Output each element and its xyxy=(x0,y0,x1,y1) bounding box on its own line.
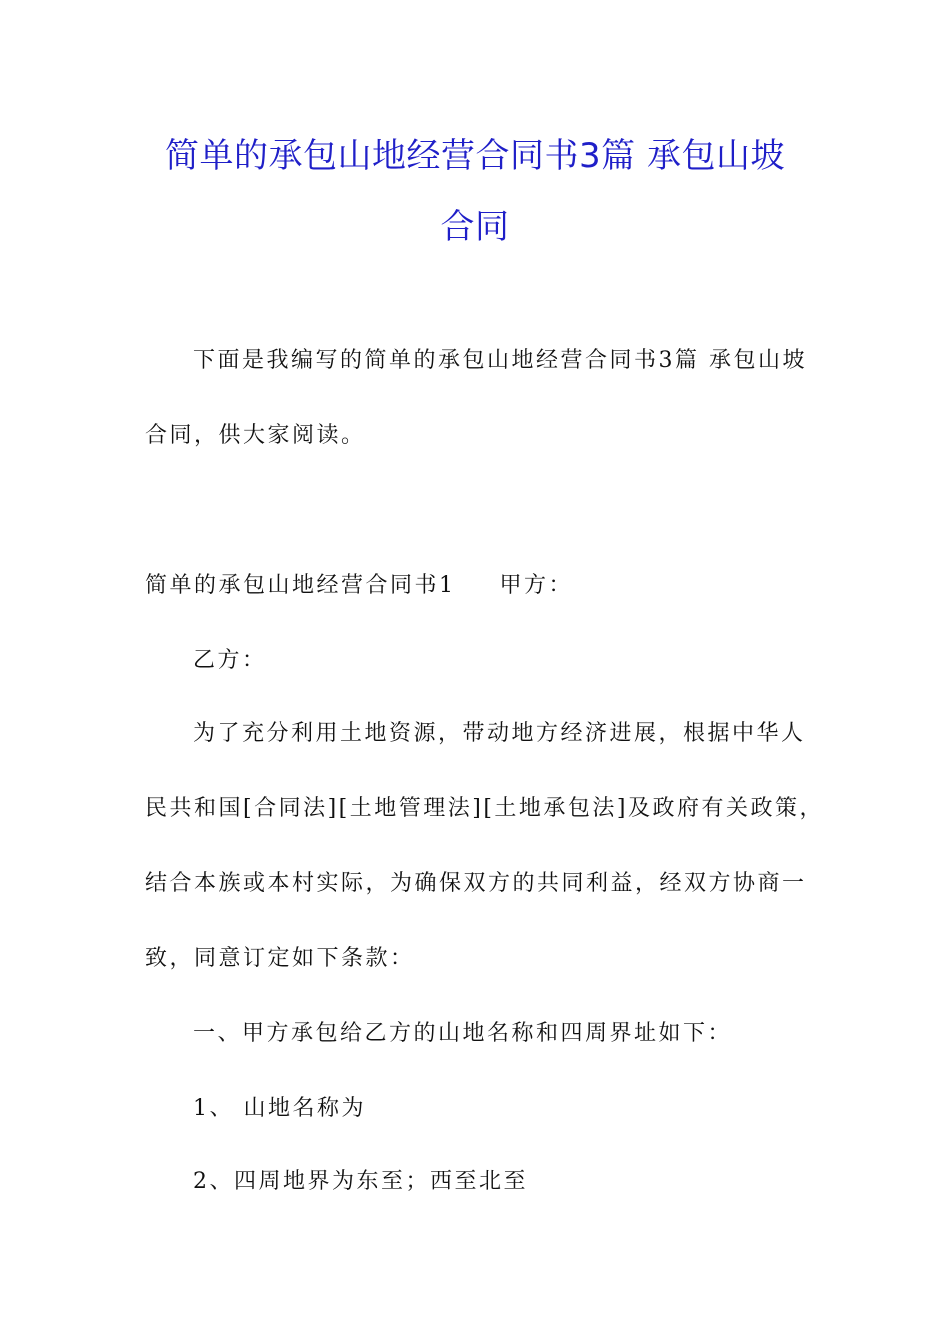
clause-1-item-2: 2、四周地界为东至；西至北至 xyxy=(193,1169,528,1194)
paragraph-line-1: 为了充分利用土地资源，带动地方经济进展，根据中华人 xyxy=(193,721,806,746)
party-b-label: 乙方： xyxy=(193,648,267,673)
intro-line-1: 下面是我编写的简单的承包山地经营合同书3篇 承包山坡 xyxy=(193,348,807,373)
document-title-line-1: 简单的承包山地经营合同书3篇 承包山坡 xyxy=(165,136,785,176)
clause-1: 一、甲方承包给乙方的山地名称和四周界址如下： xyxy=(193,1021,733,1046)
section-heading-row xyxy=(145,572,573,600)
paragraph-line-3: 结合本族或本村实际，为确保双方的共同利益，经双方协商一 xyxy=(145,871,807,896)
paragraph-line-4: 致，同意订定如下条款： xyxy=(145,946,415,971)
document-title-line-2: 合同 xyxy=(440,207,510,247)
party-a-label: 甲方： xyxy=(499,573,574,598)
intro-line-2: 合同，供大家阅读。 xyxy=(145,423,366,448)
section-heading: 简单的承包山地经营合同书1 xyxy=(145,573,456,598)
clause-1-item-1: 1、 山地名称为 xyxy=(193,1096,366,1121)
paragraph-line-2: 民共和国[合同法][土地管理法][土地承包法]及政府有关政策， xyxy=(145,796,824,821)
